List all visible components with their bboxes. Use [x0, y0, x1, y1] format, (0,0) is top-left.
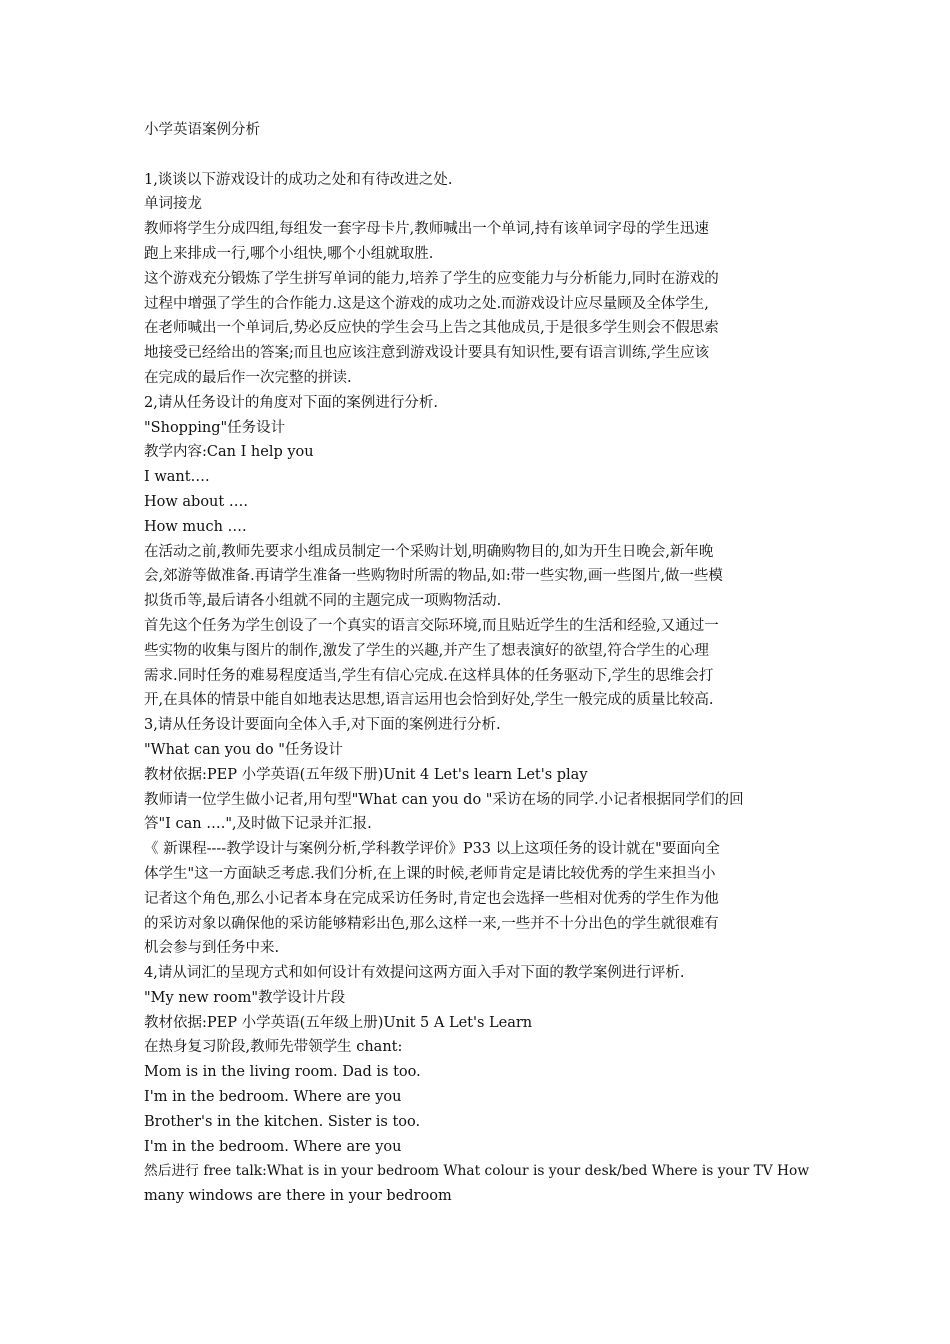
text-line: "Shopping"任务设计 — [144, 419, 286, 436]
text-line: 会,郊游等做准备.再请学生准备一些购物时所需的物品,如:带一些实物,画一些图片,做一些模 — [144, 568, 723, 585]
text-line: 然后进行 free talk:What is in your bedroom What colour is your desk/bed Where is your TV How — [144, 1163, 810, 1180]
text-line: 教师将学生分成四组,每组发一套字母卡片,教师喊出一个单词,持有该单词字母的学生迅速 — [144, 221, 709, 238]
text-line: Brother's in the kitchen. Sister is too. — [144, 1113, 421, 1130]
text-line: 教材依据:PEP 小学英语(五年级上册)Unit 5 A Let's Learn — [144, 1014, 533, 1031]
text-line: 的采访对象以确保他的采访能够精彩出色,那么这样一来,一些并不十分出色的学生就很难有 — [144, 915, 719, 932]
text-line: 在老师喊出一个单词后,势必反应快的学生会马上告之其他成员,于是很多学生则会不假思索 — [144, 320, 719, 337]
text-line: 在完成的最后作一次完整的拼读. — [144, 369, 352, 386]
text-line: 教材依据:PEP 小学英语(五年级下册)Unit 4 Let's learn Let's play — [144, 766, 588, 783]
document-body — [144, 168, 812, 1209]
text-line: 首先这个任务为学生创设了一个真实的语言交际环境,而且贴近学生的生活和经验,又通过一 — [144, 617, 719, 634]
text-line: 记者这个角色,那么小记者本身在完成采访任务时,肯定也会选择一些相对优秀的学生作为他 — [144, 890, 719, 907]
text-line: I'm in the bedroom. Where are you — [144, 1089, 402, 1106]
text-line: 2,请从任务设计的角度对下面的案例进行分析. — [144, 394, 438, 411]
text-line: 些实物的收集与图片的制作,激发了学生的兴趣,并产生了想表演好的欲望,符合学生的心理 — [144, 642, 709, 659]
text-line: I want…. — [144, 469, 210, 486]
text-line: 教师请一位学生做小记者,用句型"What can you do "采访在场的同学.小记者根据同学们的回 — [144, 791, 744, 808]
text-line: 答"I can ….",及时做下记录并汇报. — [144, 816, 372, 833]
text-line: "What can you do "任务设计 — [144, 741, 343, 758]
text-line: many windows are there in your bedroom — [144, 1188, 452, 1205]
text-line: 《 新课程----教学设计与案例分析,学科教学评价》P33 以上这项任务的设计就在"要面向全 — [144, 841, 720, 858]
text-line: 过程中增强了学生的合作能力.这是这个游戏的成功之处.而游戏设计应尽量顾及全体学生, — [144, 295, 709, 312]
text-line: 在热身复习阶段,教师先带领学生 chant: — [144, 1039, 403, 1056]
text-line: 跑上来排成一行,哪个小组快,哪个小组就取胜. — [144, 245, 434, 262]
text-line: 拟货币等,最后请各小组就不同的主题完成一项购物活动. — [144, 593, 502, 610]
text-line: 在活动之前,教师先要求小组成员制定一个采购计划,明确购物目的,如为开生日晚会,新年晚 — [144, 543, 714, 560]
text-line: 这个游戏充分锻炼了学生拼写单词的能力,培养了学生的应变能力与分析能力,同时在游戏的 — [144, 270, 719, 287]
text-line: How much …. — [144, 518, 247, 535]
text-line: Mom is in the living room. Dad is too. — [144, 1064, 421, 1081]
text-line: 机会参与到任务中来. — [144, 940, 280, 957]
text-line: 地接受已经给出的答案;而且也应该注意到游戏设计要具有知识性,要有语言训练,学生应该 — [144, 345, 710, 362]
text-line: 3,请从任务设计要面向全体入手,对下面的案例进行分析. — [144, 717, 501, 734]
text-line: I'm in the bedroom. Where are you — [144, 1138, 402, 1155]
text-line: "My new room"教学设计片段 — [144, 989, 346, 1006]
text-line: How about …. — [144, 493, 248, 510]
text-line: 开,在具体的情景中能自如地表达思想,语言运用也会恰到好处,学生一般完成的质量比较高. — [144, 692, 714, 709]
text-line: 需求.同时任务的难易程度适当,学生有信心完成.在这样具体的任务驱动下,学生的思维会打 — [144, 667, 714, 684]
document-title: 小学英语案例分析 — [144, 122, 260, 138]
text-line: 体学生"这一方面缺乏考虑.我们分析,在上课的时候,老师肯定是请比较优秀的学生来担当小 — [144, 865, 716, 882]
text-line: 单词接龙 — [144, 196, 202, 213]
text-line: 4,请从词汇的呈现方式和如何设计有效提问这两方面入手对下面的教学案例进行评析. — [144, 965, 685, 982]
text-line: 教学内容:Can I help you — [144, 444, 314, 461]
text-line: 1,谈谈以下游戏设计的成功之处和有待改进之处. — [144, 171, 453, 188]
